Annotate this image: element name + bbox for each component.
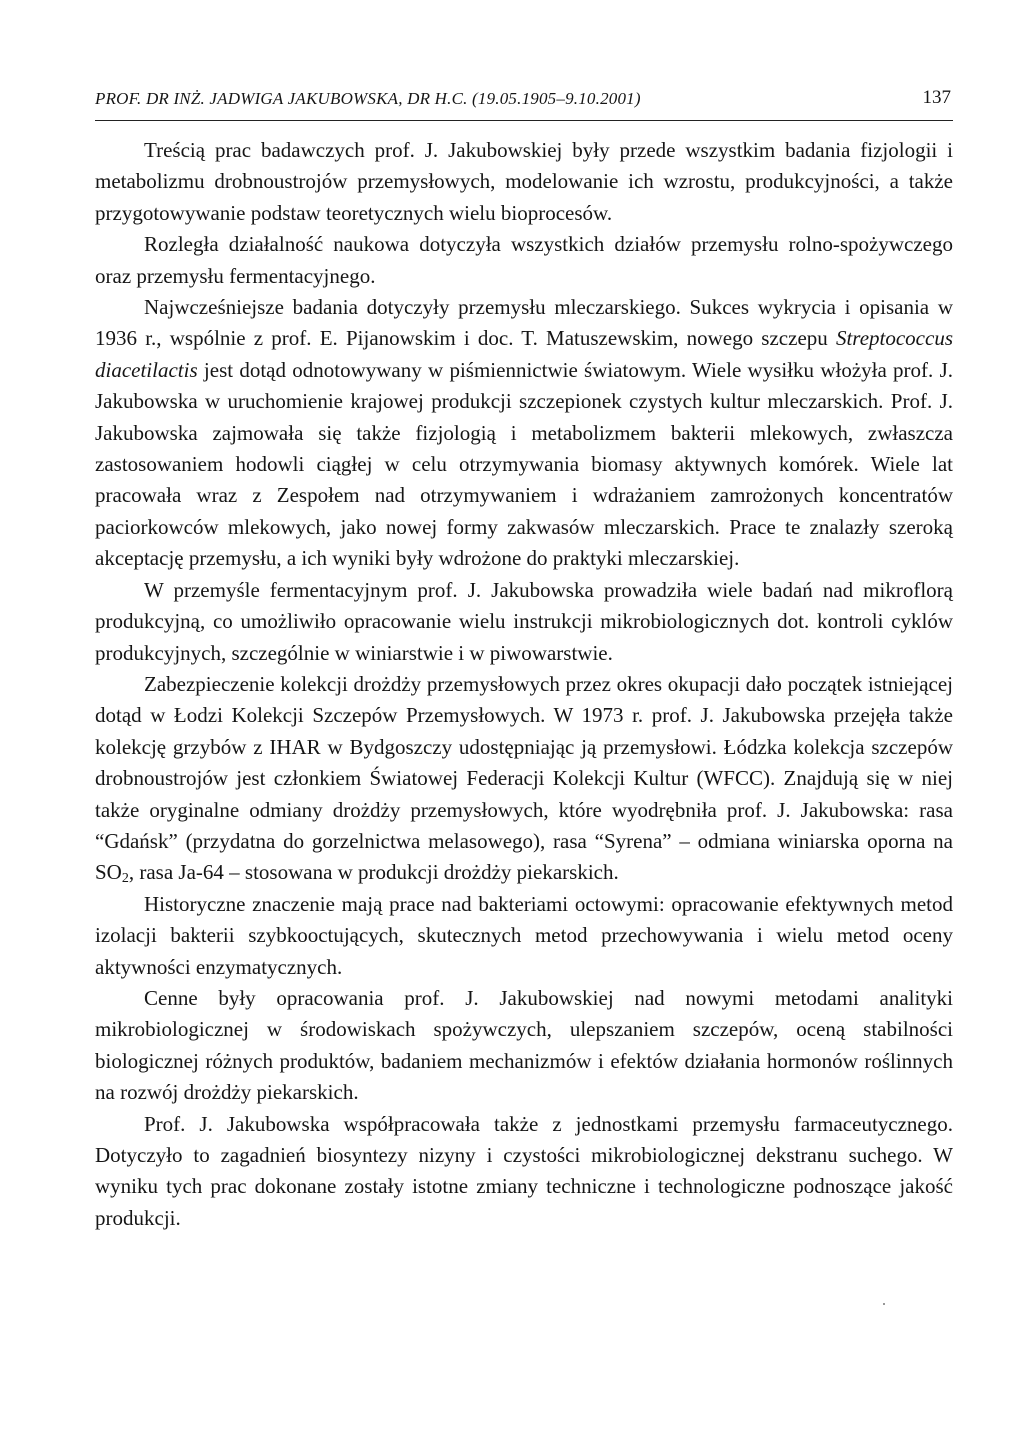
- paragraph: Cenne były opracowania prof. J. Jakubowskiej nad nowymi metodami analityki mikrobiologicznej w środowiskach spożywczych, ulepszaniem szczepów, oceną stabilności biologicznej różnych produktów, badaniem mechanizmów i efektów działania hormonów roślinnych na rozwój drożdży piekarskich.: [95, 985, 953, 1105]
- paragraph-text: jest dotąd odnotowywany w piśmiennictwie światowym. Wiele wysiłku włożyła prof. J. Jakubowska w uruchomienie krajowej produkcji szczepionek czystych kultur mleczarskich. Prof. J. Jakubowska zajmowała się także fizjologią i metabolizmem bakterii mlekowych, zwłaszcza zastosowaniem hodowli ciągłej w celu otrzymywania biomasy aktywnych komórek. Wiele lat pracowała wraz z Zespołem nad otrzymywaniem i wdrażaniem zamrożonych koncentratów paciorkowców mlekowych, jako nowej formy zakwasów mleczarskich. Prace te znalazły szeroką akceptację przemysłu, a ich wyniki były wdrożone do praktyki mleczarskiej.: [95, 357, 953, 571]
- paragraph: [95, 292, 953, 575]
- paragraph: [95, 669, 953, 889]
- page-number: 137: [922, 87, 951, 108]
- scan-speck: [883, 1303, 885, 1305]
- paragraph: Historyczne znaczenie mają prace nad bakteriami octowymi: opracowanie efektywnych metod izolacji bakterii szybkooctujących, skutecznych metod przechowywania i wielu metod oceny aktywności enzymatycznych.: [95, 891, 953, 979]
- paragraph-text: Najwcześniejsze badania dotyczyły przemysłu mleczarskiego. Sukces wykrycia i opisania w 1936 r., wspólnie z prof. E. Pijanowskim i doc. T. Matuszewskim, nowego szczepu: [95, 295, 953, 351]
- paragraph: Rozległa działalność naukowa dotyczyła wszystkich działów przemysłu rolno-spożywczego oraz przemysłu fermentacyjnego.: [95, 232, 953, 288]
- running-header: [95, 84, 953, 121]
- paragraph: W przemyśle fermentacyjnym prof. J. Jakubowska prowadziła wiele badań nad mikroflorą produkcyjną, co umożliwiło opracowanie wielu instrukcji mikrobiologicznych dot. kontroli cyklów produkcyjnych, szczególnie w winiarstwie i w piwowarstwie.: [95, 577, 953, 665]
- paragraph: Treścią prac badawczych prof. J. Jakubowskiej były przede wszystkim badania fizjologii i metabolizmu drobnoustrojów przemysłowych, modelowanie ich wzrostu, produkcyjności, a także przygotowywanie podstaw teoretycznych wielu bioprocesów.: [95, 138, 953, 225]
- article-body: [95, 135, 953, 1234]
- paragraph: Prof. J. Jakubowska współpracowała także z jednostkami przemysłu farmaceutycznego. Dotyczyło to zagadnień biosyntezy nizyny i czystości mikrobiologicznej dekstranu suchego. W wyniku tych prac dokonane zostały istotne zmiany techniczne i technologiczne podnoszące jakość produkcji.: [95, 1111, 953, 1230]
- species-name: Streptococcus diacetilactis: [95, 326, 953, 382]
- chemical-subscript: 2: [121, 871, 129, 887]
- running-title: PROF. DR INŻ. JADWIGA JAKUBOWSKA, DR H.C. (19.05.1905–9.10.2001): [95, 89, 641, 108]
- document-page: [95, 84, 953, 1234]
- paragraph-text: Zabezpieczenie kolekcji drożdży przemysłowych przez okres okupacji dało początek istniejącej dotąd w Łodzi Kolekcji Szczepów Przemysłowych. W 1973 r. prof. J. Jakubowska przejęła także kolekcję grzybów z IHAR w Bydgoszczy udostępniając ją przemysłowi. Łódzka kolekcja szczepów drobnoustrojów jest członkiem Światowej Federacji Kolekcji Kultur (WFCC). Znajdują się w niej także oryginalne odmiany drożdży przemysłowych, które wyodrębniła prof. J. Jakubowska: rasa “Gdańsk” (przydatna do gorzelnictwa melasowego), rasa “Syrena” – odmiana winiarska oporna na SO: [95, 671, 953, 885]
- paragraph-text: , rasa Ja-64 – stosowana w produkcji drożdży piekarskich.: [128, 860, 619, 885]
